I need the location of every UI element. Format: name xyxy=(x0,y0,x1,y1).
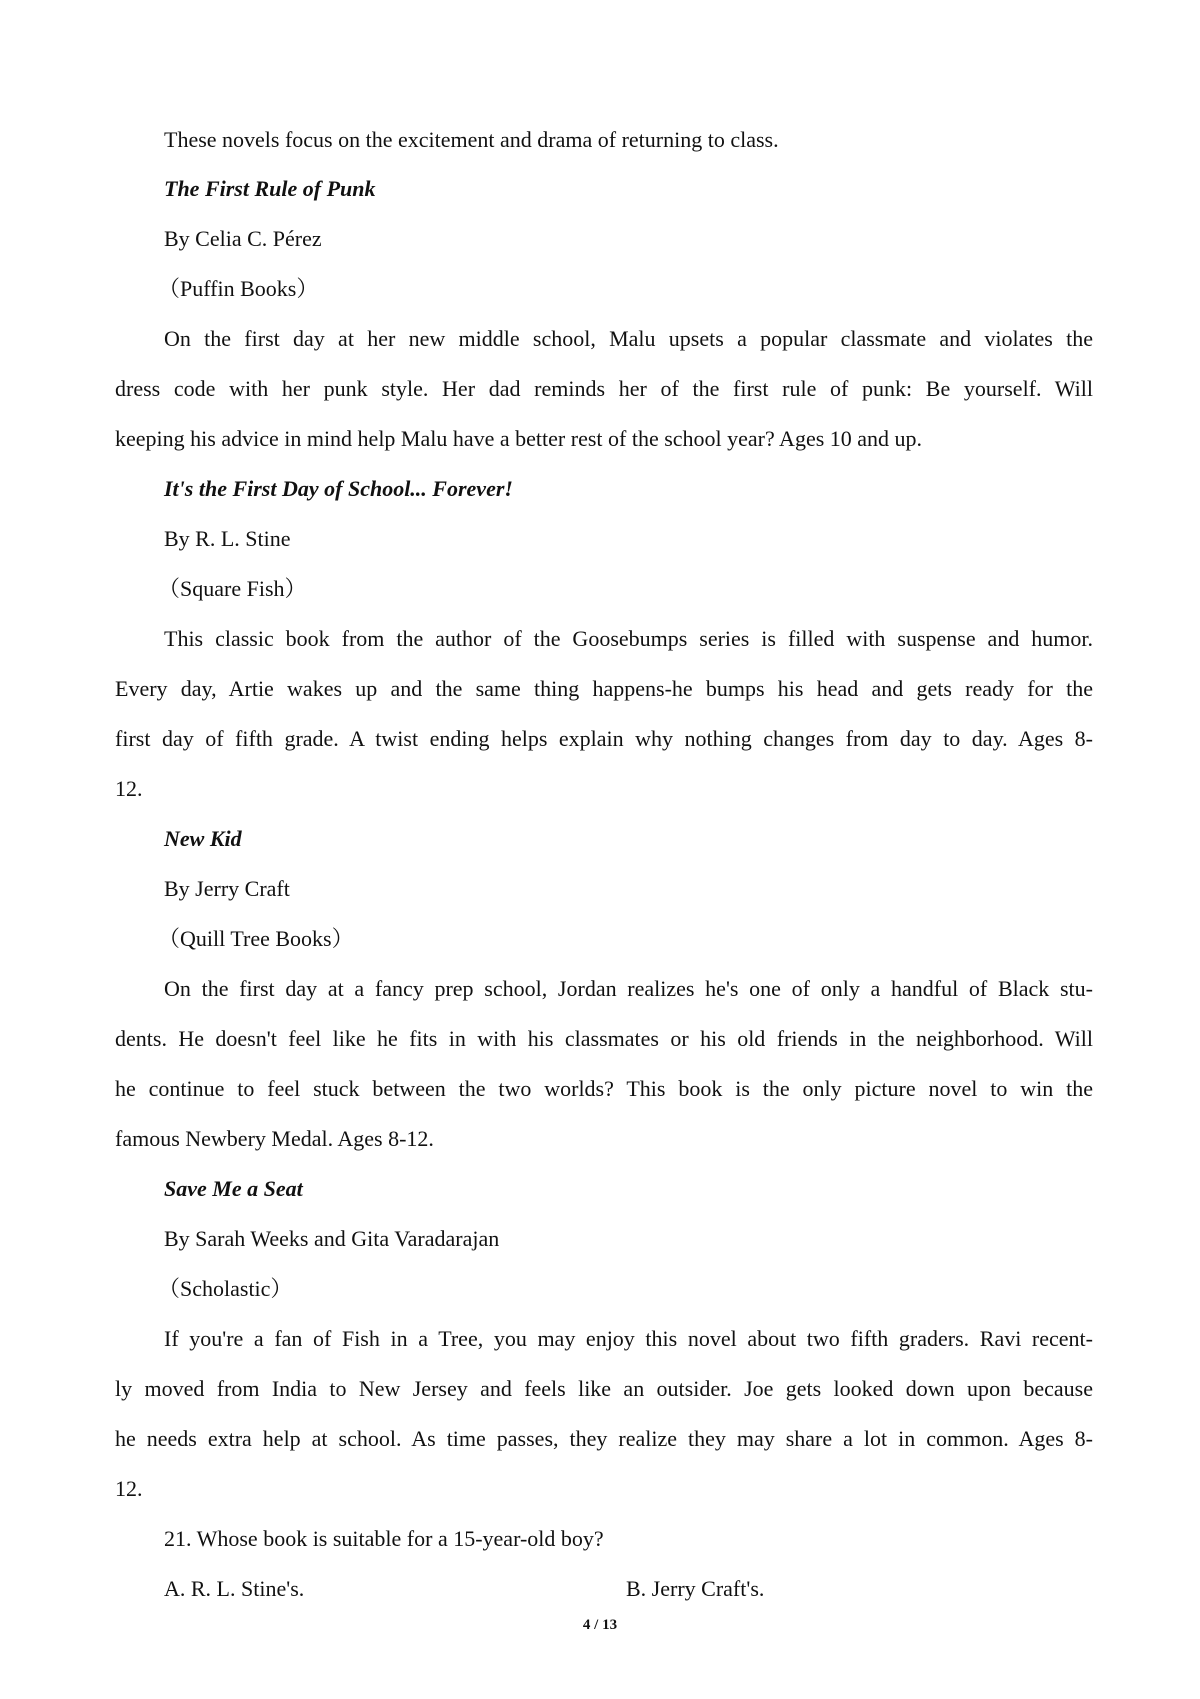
book-publisher: （Puffin Books） xyxy=(158,276,319,301)
book-title: The First Rule of Punk xyxy=(164,176,376,201)
book-description-line: dress code with her punk style. Her dad reminds her of the first rule of punk: Be yourself. Will xyxy=(115,376,1093,401)
book-description-line: dents. He doesn't feel like he fits in with his classmates or his old friends in the neighborhood. Will xyxy=(115,1026,1093,1051)
option-b: B. Jerry Craft's. xyxy=(626,1576,765,1601)
page-number: 4 / 13 xyxy=(582,1617,618,1633)
book-description-line: ly moved from India to New Jersey and feels like an outsider. Joe gets looked down upon because xyxy=(115,1376,1093,1401)
book-description-line: first day of fifth grade. A twist ending helps explain why nothing changes from day to day. Ages 8- xyxy=(115,726,1093,751)
book-publisher: （Quill Tree Books） xyxy=(158,926,354,951)
book-description-line: If you're a fan of Fish in a Tree, you may enjoy this novel about two fifth graders. Ravi recent- xyxy=(164,1326,1093,1351)
book-title: It's the First Day of School... Forever! xyxy=(164,476,513,501)
book-publisher: （Square Fish） xyxy=(158,576,307,601)
intro-text: These novels focus on the excitement and drama of returning to class. xyxy=(164,127,779,152)
book-description-line: he continue to feel stuck between the two worlds? This book is the only picture novel to win the xyxy=(115,1076,1093,1101)
book-description-line: This classic book from the author of the Goosebumps series is filled with suspense and humor. xyxy=(164,626,1093,651)
book-description-line: Every day, Artie wakes up and the same thing happens-he bumps his head and gets ready for the xyxy=(115,676,1093,701)
book-author: By Sarah Weeks and Gita Varadarajan xyxy=(164,1226,500,1251)
book-author: By R. L. Stine xyxy=(164,526,291,551)
book-description-line: On the first day at her new middle school, Malu upsets a popular classmate and violates the xyxy=(164,326,1093,351)
book-description-line: On the first day at a fancy prep school, Jordan realizes he's one of only a handful of Black stu- xyxy=(164,976,1093,1001)
book-description-line: 12. xyxy=(115,776,143,801)
book-title: Save Me a Seat xyxy=(164,1176,303,1201)
book-publisher: （Scholastic） xyxy=(158,1276,293,1301)
book-description-line: keeping his advice in mind help Malu have a better rest of the school year? Ages 10 and up. xyxy=(115,426,923,451)
question-text: 21. Whose book is suitable for a 15-year-old boy? xyxy=(164,1526,604,1551)
option-a: A. R. L. Stine's. xyxy=(164,1576,305,1601)
book-author: By Celia C. Pérez xyxy=(164,226,322,251)
book-author: By Jerry Craft xyxy=(164,876,290,901)
book-description-line: 12. xyxy=(115,1476,143,1501)
book-description-line: he needs extra help at school. As time passes, they realize they may share a lot in common. Ages 8- xyxy=(115,1426,1093,1451)
book-description-line: famous Newbery Medal. Ages 8-12. xyxy=(115,1126,434,1151)
book-title: New Kid xyxy=(164,826,242,851)
